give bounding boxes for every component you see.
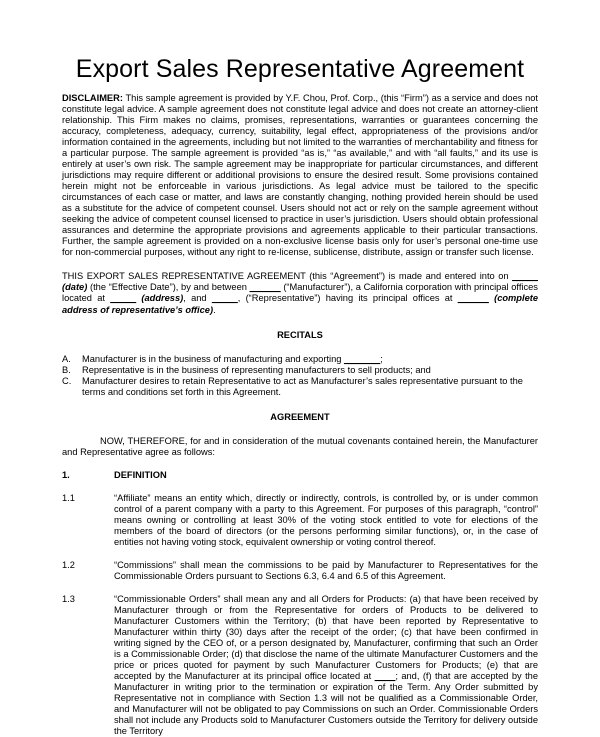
intro-paragraph (62, 271, 538, 316)
intro-text-1: THIS EXPORT SALES REPRESENTATIVE AGREEMENT (this “Agreement”) is made and entered into on (62, 271, 509, 281)
section-1-1 (62, 493, 538, 548)
section-text-continued: ; and, (f) that are accepted by the Manufacturer in writing prior to the termination or expiration of the Term. Any Order submitted by Representative not in compliance with Section 1.3 will not be qualified as a Commissionable Order, and Manufacturer will not be obligated to pay Commissions on such an Order. Commissionable Orders shall not include any Products sold to Manufacturer Customers outside the Territory for delivery outside the Territory (114, 670, 538, 736)
disclaimer-paragraph (62, 93, 538, 258)
address-label: (address) (141, 293, 184, 304)
agreement-heading: AGREEMENT (270, 411, 330, 422)
recitals-list (62, 354, 538, 398)
recital-item (62, 376, 538, 398)
section-number: 1.1 (62, 492, 75, 503)
section-1-3 (62, 594, 538, 737)
document-title: Export Sales Representative Agreement (75, 55, 525, 83)
address-blank: _____ (110, 293, 137, 304)
disclaimer-label: DISCLAIMER: (62, 93, 123, 103)
rep-address-blank: ______ (457, 293, 489, 304)
office-blank: ____ (374, 670, 396, 681)
intro-text-6: . (213, 304, 216, 315)
representative-blank: _____ (211, 293, 238, 304)
recital-text: Manufacturer desires to retain Representative to act as Manufacturer’s sales representative pursuant to the terms and conditions set forth in this Agreement. (82, 375, 523, 397)
section-text: “Commissions” shall mean the commissions to be paid by Manufacturer to Representatives for the Commissionable Orders pursuant to Sections 6.3, 6.4 and 6.5 of this Agreement. (114, 559, 538, 581)
recital-letter: C. (62, 375, 72, 386)
product-blank: _______ (344, 353, 381, 364)
recital-text: Manufacturer is in the business of manufacturing and exporting (82, 353, 345, 364)
intro-text-4: , and (183, 293, 207, 304)
section-number: 1.2 (62, 559, 75, 570)
recital-letter: B. (62, 364, 71, 375)
section-text: “Commissionable Orders” shall mean any and all Orders for Products: (a) that have been received by Manufacturer through or from the Representative for orders of Products to be delivered to Manufacturer Customers within the Territory; (b) that have been reported by Representative to Manufacturer within thirty (30) days after the receipt of the order; (c) that have been confirmed in writing signed by the CEO of, or a person designated by, Manufacturer, confirming that such an Order is a Commissionable Order; (d) that disclose the name of the ultimate Manufacturer Customers and the price or prices quoted for payment by such Manufacturer Customers for Products; (e) that are accepted by the Manufacturer at its principal office located at (114, 593, 538, 681)
intro-text-5: , (“Representative”) having its principal offices at (237, 293, 453, 304)
recital-item (62, 354, 538, 365)
recitals-heading: RECITALS (277, 329, 323, 340)
section-1-2 (62, 560, 538, 582)
rep-address-label: (complete address of representative’s office) (62, 293, 539, 315)
section-number: 1.3 (62, 593, 75, 604)
date-label: (date) (62, 282, 88, 293)
disclaimer-text: This sample agreement is provided by Y.F. Chou, Prof. Corp., (this “Firm”) as a service and does not constitute legal advice. A sample agreement does not constitute legal advice and does not create an attorney-client relationship. This Firm makes no claims, promises, representations, warranties or guarantees concerning the accuracy, completeness, adequacy, currency, suitability, legal effect, appropriateness of the provisions and/or information contained in the agreements, including but not limited to the warranties of merchantability and fitness for a particular purpose. The sample agreement is provided “as is,” “as available,” and with “all faults,” and its use is entirely at user’s own risk. The sample agreement may be inappropriate for particular circumstances, and different jurisdictions may require different or additional provisions to ensure the desired result. Some provisions contained herein might not be enforceable in various jurisdictions. As legal advice must be tailored to the specific circumstances of each case or matter, and laws are constantly changing, nothing provided herein should be used as a substitute for the advice of competent counsel. Users should not act or rely on the sample agreement without seeking the advice of competent counsel licensed to practice in user’s jurisdiction. Users should obtain professional assurances and determine the appropriate provisions and agreements applicable to their particular transactions. Further, the sample agreement is provided on a non-exclusive license basis only for user’s personal one-time use for non-commercial purposes, without any right to re-license, sublicense, distribute, assign or transfer such license. (62, 93, 538, 257)
date-blank: _____ (512, 271, 538, 281)
section-text: “Affiliate” means an entity which, directly or indirectly, controls, is controlled by, or is under common control of a parent company with a party to this Agreement. For purposes of this paragraph, “control” means owning or controlling at least 30% of the voting stock entitled to vote for elections of the members of the board of directors (or the persons performing similar functions), or, in the case of entities not having voting stock, equivalent ownership or voting control thereof. (114, 492, 538, 547)
now-therefore-paragraph: NOW, THEREFORE, for and in consideration of the mutual covenants contained herein, the Manufacturer and Representative agree as follows: (62, 435, 538, 457)
recital-item (62, 365, 538, 376)
recital-text: Representative is in the business of representing manufacturers to sell products; and (82, 364, 431, 375)
manufacturer-blank: ______ (249, 282, 281, 293)
intro-text-3: (“Manufacturer”), a California corporation with principal offices located at (62, 282, 538, 304)
section-1-heading (62, 470, 538, 481)
section-title: DEFINITION (114, 469, 167, 480)
intro-text-2: (the “Effective Date”), by and between (90, 282, 247, 293)
recital-end: ; (380, 353, 383, 364)
recital-letter: A. (62, 353, 71, 364)
section-number: 1. (62, 469, 70, 480)
